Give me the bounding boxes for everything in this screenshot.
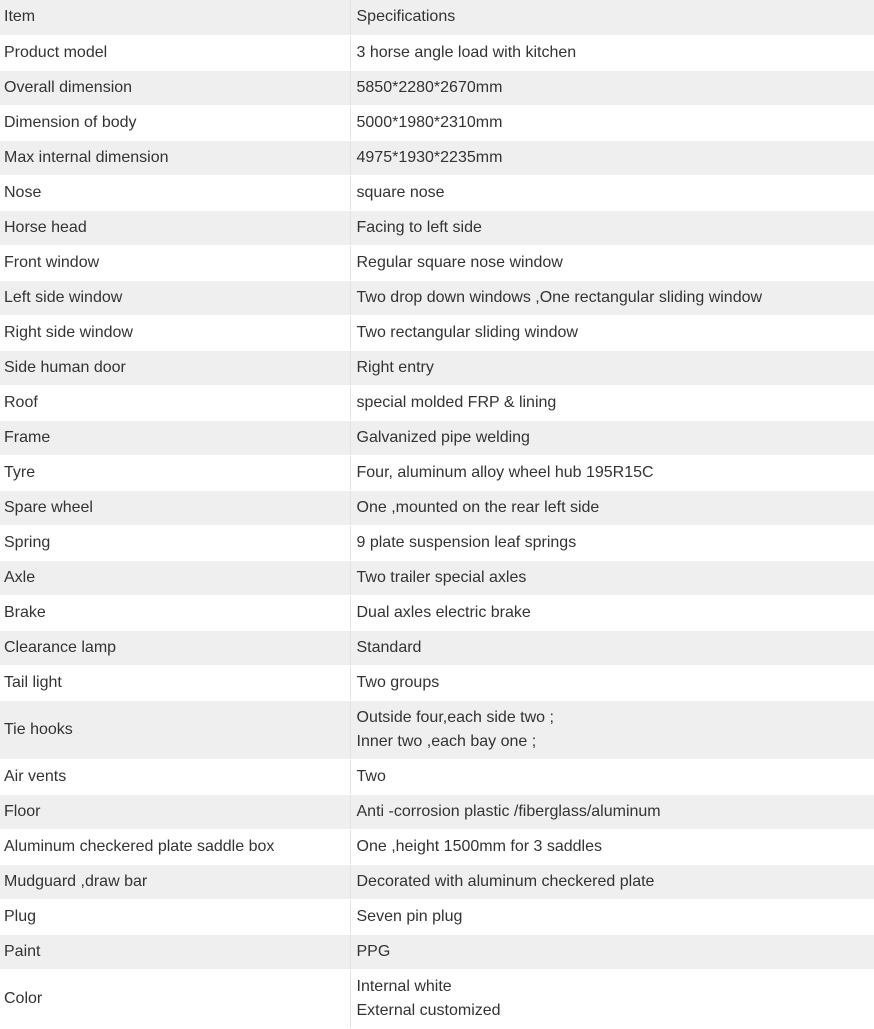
- row-item-name: Paint: [0, 934, 350, 969]
- row-specification: [350, 794, 874, 829]
- table-row: [0, 665, 874, 700]
- row-item-name: Floor: [0, 794, 350, 829]
- specification-line: Facing to left side: [356, 218, 482, 236]
- row-specification: [350, 350, 874, 385]
- row-specification: [350, 105, 874, 140]
- specification-line: 5850*2280*2670mm: [356, 78, 503, 96]
- row-specification: [350, 560, 874, 595]
- row-item-name: Side human door: [0, 350, 350, 385]
- row-item-name: Left side window: [0, 280, 350, 315]
- row-specification: [350, 455, 874, 490]
- table-row: [0, 385, 874, 420]
- row-item-name: Right side window: [0, 315, 350, 350]
- row-specification: [350, 700, 874, 759]
- row-item-name: Max internal dimension: [0, 140, 350, 175]
- table-row: [0, 899, 874, 934]
- row-specification: [350, 630, 874, 665]
- specification-line: Two groups: [356, 673, 440, 691]
- table-row: [0, 70, 874, 105]
- specification-line: 9 plate suspension leaf springs: [356, 533, 577, 551]
- row-item-name: Frame: [0, 420, 350, 455]
- row-specification: [350, 665, 874, 700]
- table-row: [0, 759, 874, 794]
- specification-line: Outside four,each side two ;: [356, 708, 554, 726]
- row-specification: [350, 245, 874, 280]
- table-row: [0, 455, 874, 490]
- specification-line: square nose: [356, 183, 445, 201]
- table-row: [0, 175, 874, 210]
- specification-line: External customized: [356, 1001, 501, 1019]
- row-item-name: Spring: [0, 525, 350, 560]
- specification-line: Dual axles electric brake: [356, 603, 531, 621]
- specification-line: 3 horse angle load with kitchen: [356, 43, 577, 61]
- table-row: [0, 700, 874, 759]
- table-row: [0, 490, 874, 525]
- specification-line: 5000*1980*2310mm: [356, 113, 503, 131]
- table-row: [0, 210, 874, 245]
- specification-line: Internal white: [356, 977, 452, 995]
- table-row: [0, 794, 874, 829]
- table-row: [0, 420, 874, 455]
- row-item-name: Clearance lamp: [0, 630, 350, 665]
- header-specifications: Specifications: [350, 0, 874, 35]
- table-row: [0, 35, 874, 70]
- table-row: [0, 630, 874, 665]
- row-specification: [350, 385, 874, 420]
- specification-line: Decorated with aluminum checkered plate: [356, 872, 655, 890]
- row-item-name: Dimension of body: [0, 105, 350, 140]
- row-specification: [350, 829, 874, 864]
- specification-line: Two trailer special axles: [356, 568, 527, 586]
- row-item-name: Brake: [0, 595, 350, 630]
- row-item-name: Air vents: [0, 759, 350, 794]
- table-row: [0, 934, 874, 969]
- row-item-name: Front window: [0, 245, 350, 280]
- row-specification: [350, 525, 874, 560]
- row-item-name: Axle: [0, 560, 350, 595]
- specification-line: Right entry: [356, 358, 434, 376]
- table-row: [0, 864, 874, 899]
- row-item-name: Overall dimension: [0, 70, 350, 105]
- row-specification: [350, 490, 874, 525]
- row-item-name: Spare wheel: [0, 490, 350, 525]
- row-item-name: Mudguard ,draw bar: [0, 864, 350, 899]
- row-item-name: Aluminum checkered plate saddle box: [0, 829, 350, 864]
- specification-line: Regular square nose window: [356, 253, 563, 271]
- row-specification: [350, 420, 874, 455]
- row-item-name: Nose: [0, 175, 350, 210]
- row-item-name: Plug: [0, 899, 350, 934]
- specification-line: Seven pin plug: [356, 907, 463, 925]
- row-specification: [350, 899, 874, 934]
- row-specification: [350, 280, 874, 315]
- row-item-name: Tyre: [0, 455, 350, 490]
- row-specification: [350, 140, 874, 175]
- specification-line: Anti -corrosion plastic /fiberglass/aluminum: [356, 802, 661, 820]
- header-item: Item: [0, 0, 350, 35]
- specification-line: Inner two ,each bay one ;: [356, 732, 537, 750]
- row-item-name: Roof: [0, 385, 350, 420]
- table-row: [0, 969, 874, 1028]
- table-header-row: [0, 0, 874, 35]
- row-specification: [350, 70, 874, 105]
- row-specification: [350, 969, 874, 1028]
- specification-line: Two drop down windows ,One rectangular sliding window: [356, 288, 763, 306]
- row-specification: [350, 864, 874, 899]
- specification-line: Two rectangular sliding window: [356, 323, 578, 341]
- row-item-name: Product model: [0, 35, 350, 70]
- specification-line: 4975*1930*2235mm: [356, 148, 503, 166]
- row-specification: [350, 35, 874, 70]
- table-row: [0, 280, 874, 315]
- table-row: [0, 560, 874, 595]
- specification-line: Galvanized pipe welding: [356, 428, 530, 446]
- row-specification: [350, 210, 874, 245]
- row-item-name: Horse head: [0, 210, 350, 245]
- table-row: [0, 595, 874, 630]
- table-row: [0, 140, 874, 175]
- table-row: [0, 829, 874, 864]
- specification-line: special molded FRP & lining: [356, 393, 557, 411]
- table-row: [0, 245, 874, 280]
- row-item-name: Tie hooks: [0, 700, 350, 759]
- row-specification: [350, 759, 874, 794]
- specification-line: Four, aluminum alloy wheel hub 195R15C: [356, 463, 654, 481]
- specification-line: Standard: [356, 638, 422, 656]
- specification-line: One ,mounted on the rear left side: [356, 498, 600, 516]
- row-item-name: Color: [0, 969, 350, 1028]
- table-row: [0, 315, 874, 350]
- row-item-name: Tail light: [0, 665, 350, 700]
- specification-line: PPG: [356, 942, 391, 960]
- row-specification: [350, 175, 874, 210]
- table-row: [0, 350, 874, 385]
- row-specification: [350, 315, 874, 350]
- table-row: [0, 105, 874, 140]
- row-specification: [350, 595, 874, 630]
- specification-line: One ,height 1500mm for 3 saddles: [356, 837, 602, 855]
- row-specification: [350, 934, 874, 969]
- table-row: [0, 525, 874, 560]
- specification-line: Two: [356, 767, 386, 785]
